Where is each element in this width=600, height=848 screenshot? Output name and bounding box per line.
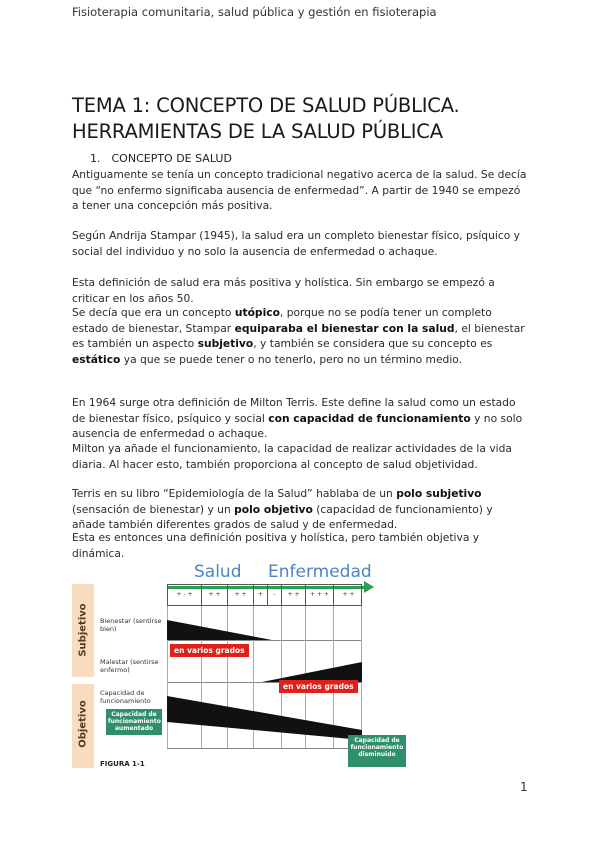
grade-cell: + - + — [168, 585, 202, 605]
malestar-label: Malestar (sentirse enfermo) — [100, 658, 159, 674]
paragraph-6: Milton ya añade el funcionamiento, la capacidad de realizar actividades de la vida diaria. Al hacer esto, también proporciona al concepto de salud objetividad. — [72, 442, 512, 471]
grade-cell: + + — [342, 591, 355, 598]
paragraph-3: Esta definición de salud era más positiva y holística. Sin embargo se empezó a criticar en los años 50. — [72, 276, 495, 305]
subjetivo-label: Subjetivo — [77, 603, 89, 657]
grade-cell: + + + — [306, 585, 334, 605]
figure-caption: FIGURA 1-1 — [100, 760, 145, 768]
page-number: 1 — [520, 780, 528, 794]
title-line-1: TEMA 1: CONCEPTO DE SALUD PÚBLICA. — [72, 94, 460, 117]
running-header: Fisioterapia comunitaria, salud pública y gestión en fisioterapia — [72, 5, 437, 19]
p4-bold: estático — [72, 352, 121, 366]
capacidad-wedge — [167, 696, 362, 740]
grade-tag-red: en varios grados — [279, 680, 358, 693]
section-number: 1. — [90, 152, 101, 165]
objetivo-label: Objetivo — [77, 700, 89, 748]
p4-text: , y también se considera que su concepto es — [253, 337, 493, 351]
p4-text: , porque no se podía tener un completo estado de bienestar, Stampar — [72, 306, 492, 335]
capacity-decreased-tag: Capacidad de funcionamiento disminuido — [348, 735, 406, 767]
section-heading — [90, 152, 232, 165]
p4-bold: equiparaba el bienestar con la salud — [234, 321, 455, 335]
p7-text: (capacidad de funcionamiento) y añade también diferentes grados de salud y de enfermedad. — [72, 502, 493, 532]
p7-text: (sensación de bienestar) y un — [72, 502, 235, 516]
section-label: CONCEPTO DE SALUD — [111, 152, 232, 165]
p4-bold: utópico — [234, 306, 280, 319]
p5-bold: con capacidad de funcionamiento — [268, 411, 471, 425]
p4-text: ya que se puede tener o no tenerlo, pero no un término medio. — [120, 352, 463, 366]
salud-axis-label: Salud — [194, 562, 242, 582]
grade-cell: - — [268, 585, 282, 605]
enfermedad-axis-label: Enfermedad — [268, 562, 372, 582]
grade-cell: + + — [202, 585, 228, 605]
p4-bold: subjetivo — [197, 337, 254, 351]
page-title — [72, 93, 542, 145]
bienestar-label: Bienestar (sentirse bien) — [100, 617, 162, 633]
p7-text: Terris en su libro “Epidemiología de la Salud” hablaba de un — [72, 487, 397, 500]
paragraph-4 — [72, 305, 528, 367]
grade-cell: + + — [228, 585, 254, 605]
capacity-increased-tag: Capacidad de funcionamiento aumentado — [106, 709, 162, 735]
grade-cell: + — [254, 585, 268, 605]
wedge-diagram — [72, 562, 382, 768]
paragraph-1: Antiguamente se tenía un concepto tradicional negativo acerca de la salud. Se decía que “no enfermo significaba ausencia de enfermedad”. A partir de 1940 se empezó a tener una concepción más positiva. — [72, 168, 527, 213]
capacidad-label: Capacidad de funcionamiento — [100, 689, 151, 705]
bienestar-wedge — [167, 620, 272, 640]
malestar-wedge — [262, 662, 362, 682]
p5-text: En 1964 surge otra definición de Milton Terris. Este define la salud como un estado de bienestar físico, psíquico y social — [72, 396, 516, 425]
p4-text: Se decía que era un concepto — [72, 306, 235, 319]
paragraph-7 — [72, 486, 528, 533]
paragraph-8: Esta es entonces una definición positiva y holística, pero también objetiva y dinámica. — [72, 531, 480, 560]
grade-tag-red: en varios grados — [170, 644, 249, 657]
paragraph-5 — [72, 395, 528, 442]
grade-cell: + + — [282, 585, 306, 605]
p7-bold: polo subjetivo — [396, 487, 482, 500]
paragraph-2: Según Andrija Stampar (1945), la salud era un completo bienestar físico, psíquico y social del individuo y no solo la ausencia de enfermedad o achaque. — [72, 229, 520, 258]
health-continuum-figure — [72, 562, 404, 768]
title-line-2: HERRAMIENTAS DE LA SALUD PÚBLICA — [72, 120, 443, 143]
p4-text: , el bienestar es también un aspecto — [72, 321, 525, 351]
p5-text: y no solo ausencia de enfermedad o achaque. — [72, 411, 523, 441]
p7-bold: polo objetivo — [234, 502, 313, 516]
